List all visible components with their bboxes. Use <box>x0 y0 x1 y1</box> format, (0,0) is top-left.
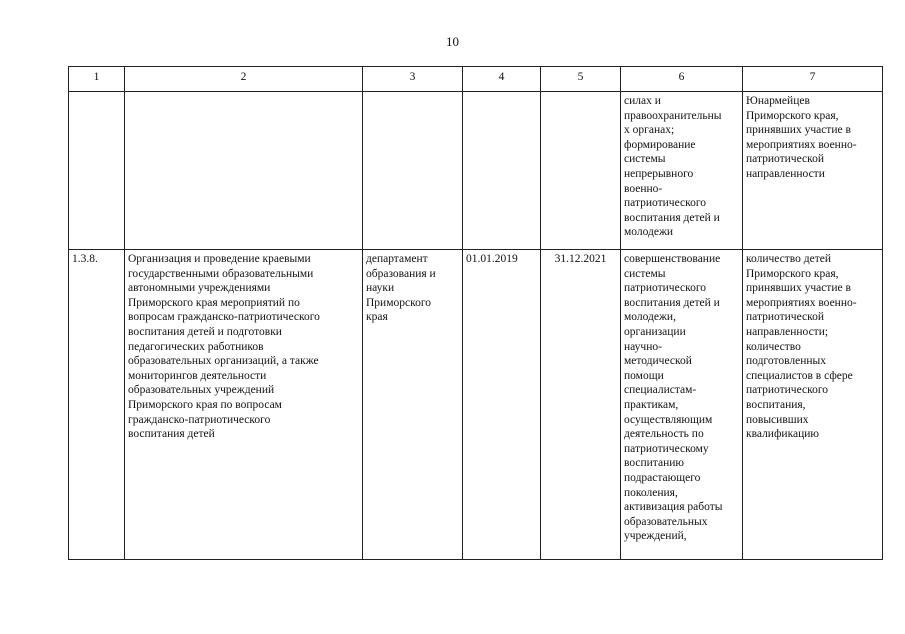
indicator-cell: количество детей Приморского края, принявших участие в мероприятиях военно- патриотической направленности; количество подготовленных специалистов в сфере патриотического воспитания, повысивших квалификацию <box>743 250 883 560</box>
expected-result-cell: совершенствование системы патриотического воспитания детей и молодежи, организации научно- методической помощи специалистам- практикам, осуществляющим деятельность по патриотическому воспитанию подрастающего поколения, активизация работы образовательных учреждений, <box>621 250 743 560</box>
item-number-cell <box>69 92 125 250</box>
activity-name-cell: Организация и проведение краевыми государственными образовательными автономными учреждениями Приморского края мероприятий по вопросам гражданско-патриотического воспитания детей и подготовки педагогических работников образовательных организаций, а также мониторингов деятельности образовательных учреждений Приморского края по вопросам гражданско-патриотического воспитания детей <box>125 250 363 560</box>
item-number-cell: 1.3.8. <box>69 250 125 560</box>
executor-cell: департамент образования и науки Приморского края <box>363 250 463 560</box>
end-date-cell: 31.12.2021 <box>541 250 621 560</box>
table-row <box>69 250 883 560</box>
column-header-4: 4 <box>463 67 541 92</box>
expected-result-cell: силах и правоохранительны х органах; формирование системы непрерывного военно- патриотического воспитания детей и молодежи <box>621 92 743 250</box>
activity-name-cell <box>125 92 363 250</box>
start-date-cell <box>463 92 541 250</box>
column-header-5: 5 <box>541 67 621 92</box>
column-header-6: 6 <box>621 67 743 92</box>
activities-table <box>68 66 883 560</box>
end-date-cell <box>541 92 621 250</box>
column-header-3: 3 <box>363 67 463 92</box>
table-row <box>69 92 883 250</box>
column-number-row <box>69 67 883 92</box>
start-date-cell: 01.01.2019 <box>463 250 541 560</box>
column-header-2: 2 <box>125 67 363 92</box>
page-number: 10 <box>446 34 459 49</box>
column-header-1: 1 <box>69 67 125 92</box>
executor-cell <box>363 92 463 250</box>
column-header-7: 7 <box>743 67 883 92</box>
indicator-cell: Юнармейцев Приморского края, принявших участие в мероприятиях военно- патриотической направленности <box>743 92 883 250</box>
